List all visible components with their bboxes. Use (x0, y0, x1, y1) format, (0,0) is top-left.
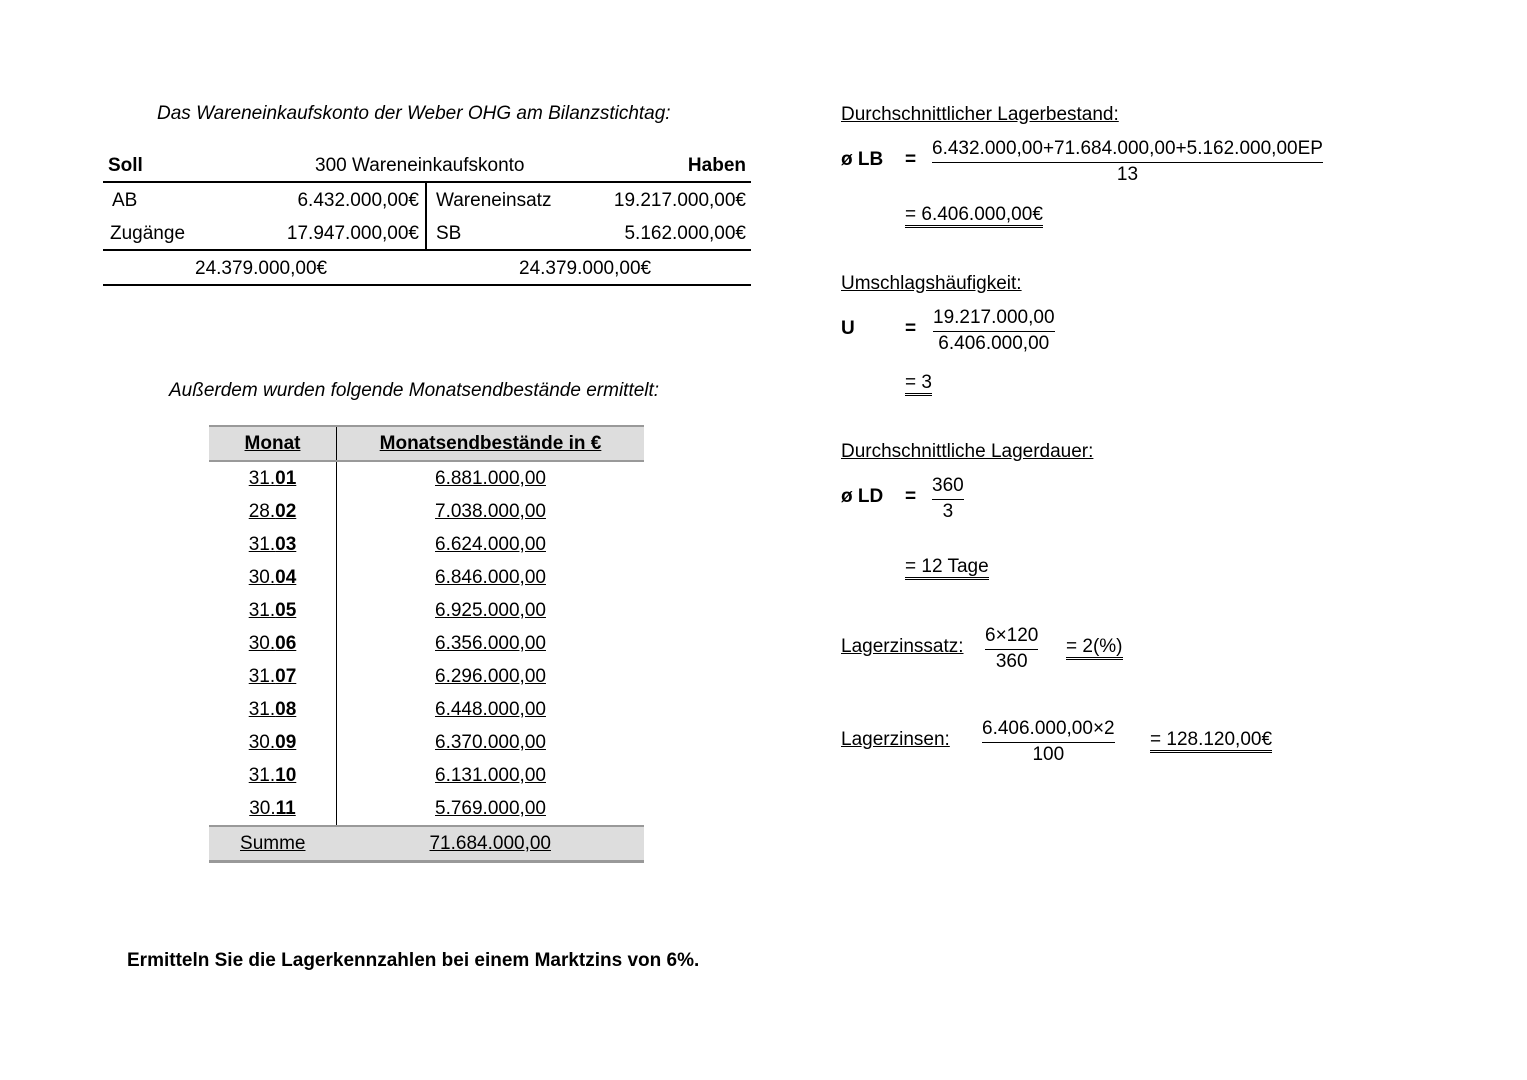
table-row (209, 495, 644, 528)
avg-stock-denominator: 13 (1116, 164, 1139, 185)
t-account (103, 150, 751, 290)
interest-denominator: 100 (1032, 744, 1065, 765)
turnover-result: = 3 (905, 372, 932, 396)
turnover-fraction (933, 306, 1055, 356)
table-row (209, 693, 644, 726)
table-row (209, 528, 644, 561)
month-number: 05 (275, 599, 297, 621)
task-instruction: Ermitteln Sie die Lagerkennzahlen bei einem Marktzins von 6%. (127, 950, 700, 971)
turnover-equals: = (905, 318, 917, 339)
table-row (209, 726, 644, 759)
monthly-stock-table (209, 425, 644, 863)
month-number: 03 (275, 533, 297, 555)
stock-value: 7.038.000,00 (435, 500, 546, 522)
turnover-denominator: 6.406.000,00 (938, 333, 1050, 354)
month-number: 06 (275, 632, 297, 654)
month-cell (209, 726, 337, 759)
turnover-heading: Umschlagshäufigkeit: (841, 273, 1022, 294)
debit-row-amount: 6.432.000,00€ (297, 190, 419, 211)
month-cell (209, 594, 337, 627)
stock-value: 6.448.000,00 (435, 698, 546, 720)
avg-stock-result: = 6.406.000,00€ (905, 204, 1043, 228)
stock-value: 6.846.000,00 (435, 566, 546, 588)
month-cell (209, 495, 337, 528)
account-center-line (425, 181, 427, 251)
stock-value: 6.296.000,00 (435, 665, 546, 687)
month-number: 04 (275, 566, 297, 588)
month-cell (209, 759, 337, 792)
interest-fraction (982, 717, 1115, 767)
table-row (209, 461, 644, 495)
avg-duration-fraction (932, 474, 964, 524)
month-day: 31. (248, 533, 276, 555)
stock-value: 6.131.000,00 (435, 764, 546, 786)
month-day: 30. (248, 566, 276, 588)
month-day: 31. (248, 599, 276, 621)
stock-value: 6.881.000,00 (435, 467, 546, 489)
table-row (209, 660, 644, 693)
debit-row-label: AB (112, 190, 138, 211)
account-title: Das Wareneinkaufskonto der Weber OHG am Bilanzstichtag: (157, 103, 671, 124)
month-day: 31. (248, 698, 276, 720)
avg-stock-equals: = (905, 149, 917, 170)
column-header-stock: Monatsendbestände in € (337, 426, 645, 461)
debit-total: 24.379.000,00€ (195, 258, 328, 279)
debit-label: Soll (108, 155, 143, 176)
table-row (209, 561, 644, 594)
avg-duration-symbol: ø LD (841, 486, 884, 507)
account-header-line (103, 181, 751, 183)
interest-rate-numerator: 6×120 (985, 624, 1038, 650)
account-name: 300 Wareneinkaufskonto (315, 155, 525, 176)
month-cell (209, 792, 337, 826)
month-number: 01 (275, 467, 297, 489)
column-header-month: Monat (209, 426, 337, 461)
month-day: 30. (248, 632, 276, 654)
table-row (209, 792, 644, 826)
month-cell (209, 693, 337, 726)
month-day: 31. (248, 764, 276, 786)
table-header-row (209, 426, 644, 461)
month-number: 10 (275, 764, 297, 786)
interest-heading: Lagerzinsen: (841, 729, 950, 750)
avg-duration-denominator: 3 (942, 501, 954, 522)
avg-duration-heading: Durchschnittliche Lagerdauer: (841, 441, 1094, 462)
sum-value: 71.684.000,00 (337, 826, 645, 862)
month-number: 09 (275, 731, 297, 753)
avg-duration-result: = 12 Tage (905, 556, 989, 580)
month-day: 30. (248, 731, 276, 753)
account-total-line (103, 249, 751, 251)
credit-label: Haben (687, 155, 746, 176)
credit-total: 24.379.000,00€ (519, 258, 652, 279)
interest-rate-heading: Lagerzinssatz: (841, 636, 964, 657)
month-day: 30. (249, 797, 276, 819)
credit-row-label: Wareneinsatz (436, 190, 552, 211)
interest-result: = 128.120,00€ (1150, 729, 1272, 753)
account-bottom-line (103, 284, 751, 286)
sum-label: Summe (209, 826, 337, 862)
avg-stock-symbol: ø LB (841, 149, 884, 170)
interest-rate-fraction (985, 624, 1038, 674)
turnover-numerator: 19.217.000,00 (933, 306, 1055, 332)
avg-duration-equals: = (905, 486, 917, 507)
month-cell (209, 561, 337, 594)
stock-value: 6.925.000,00 (435, 599, 546, 621)
interest-numerator: 6.406.000,00×2 (982, 717, 1115, 743)
stock-value: 6.356.000,00 (435, 632, 546, 654)
month-cell (209, 461, 337, 495)
table-row (209, 627, 644, 660)
month-day: 28. (248, 500, 276, 522)
avg-duration-numerator: 360 (932, 474, 964, 500)
credit-row-amount: 19.217.000,00€ (613, 190, 746, 211)
stock-value: 6.370.000,00 (435, 731, 546, 753)
month-number: 11 (275, 797, 296, 819)
monthly-intro: Außerdem wurden folgende Monatsendbestände ermittelt: (169, 380, 660, 401)
debit-row-amount: 17.947.000,00€ (286, 223, 419, 244)
stock-value: 6.624.000,00 (435, 533, 546, 555)
credit-row-amount: 5.162.000,00€ (624, 223, 746, 244)
avg-stock-numerator: 6.432.000,00+71.684.000,00+5.162.000,00EP (932, 137, 1323, 163)
month-number: 02 (275, 500, 297, 522)
table-row (209, 759, 644, 792)
month-number: 08 (275, 698, 297, 720)
interest-rate-result: = 2(%) (1066, 636, 1123, 660)
month-day: 31. (248, 665, 276, 687)
sum-row (209, 826, 644, 862)
turnover-symbol: U (841, 318, 855, 339)
month-cell (209, 660, 337, 693)
credit-row-label: SB (436, 223, 462, 244)
interest-rate-denominator: 360 (995, 651, 1028, 672)
avg-stock-heading: Durchschnittlicher Lagerbestand: (841, 104, 1119, 125)
avg-stock-fraction (932, 137, 1323, 187)
month-cell (209, 627, 337, 660)
stock-value: 5.769.000,00 (435, 797, 546, 819)
debit-row-label: Zugänge (110, 223, 186, 244)
month-cell (209, 528, 337, 561)
month-day: 31. (248, 467, 276, 489)
table-row (209, 594, 644, 627)
month-number: 07 (275, 665, 297, 687)
